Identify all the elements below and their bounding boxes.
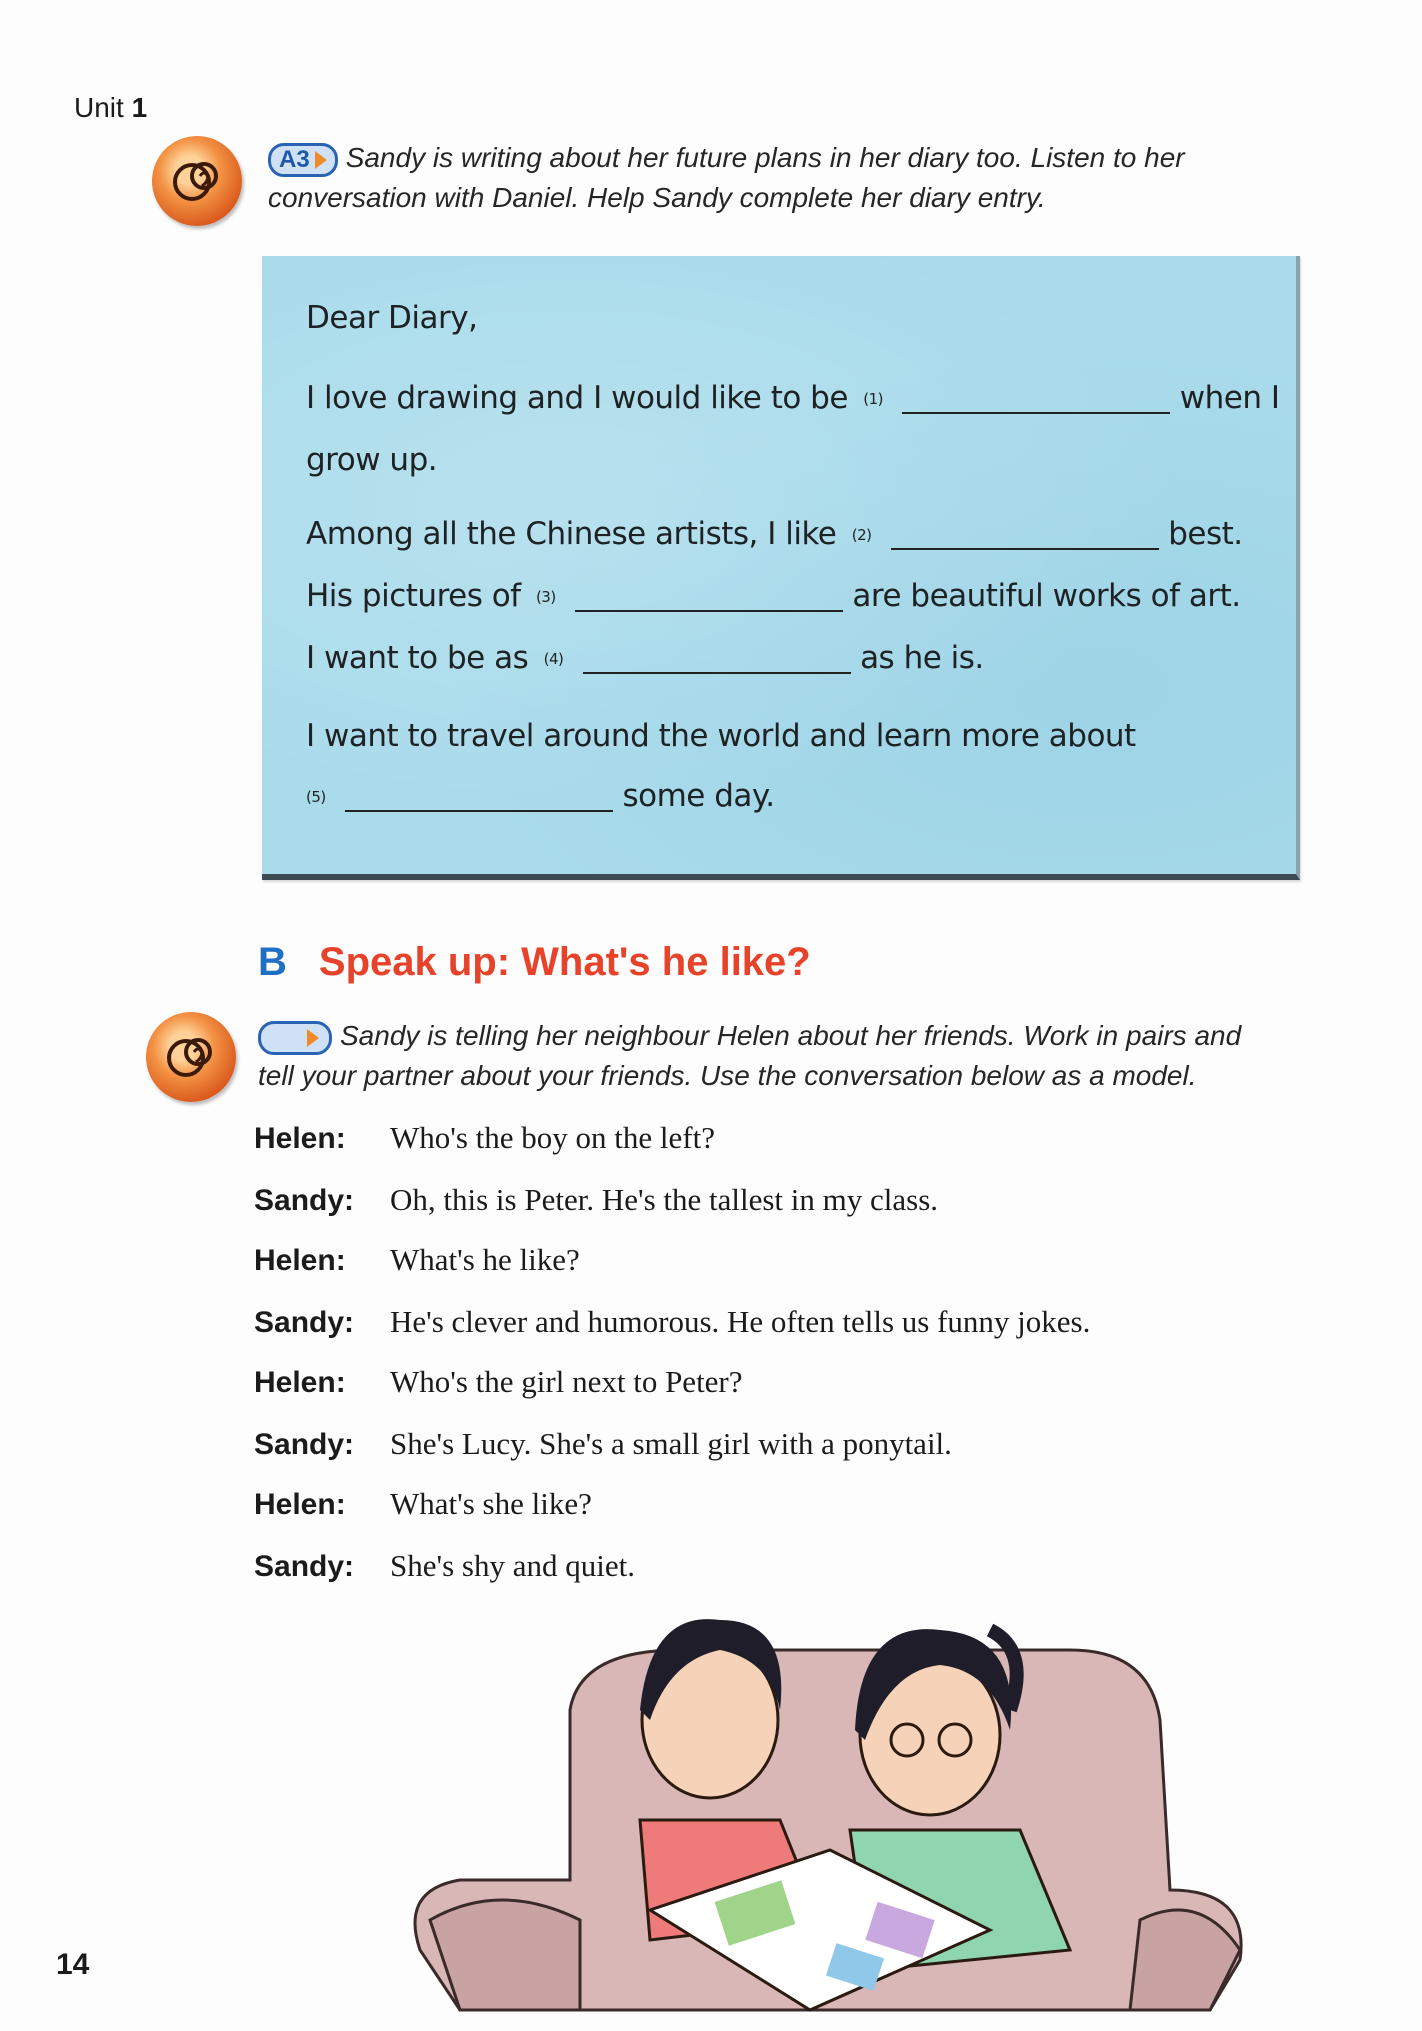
audio-track-a3-button[interactable]: A3 (268, 143, 338, 177)
a3-instruction: A3 Sandy is writing about her future plans in her diary too. Listen to her conversation with Daniel. Help Sandy complete her diary entry. (268, 142, 1185, 213)
speaker-name: Sandy: (254, 1184, 355, 1217)
blank-4-field[interactable] (583, 672, 851, 674)
dialogue-row (254, 1548, 635, 1584)
blank-5-field[interactable] (345, 810, 613, 812)
dialogue-line: Who's the boy on the left? (390, 1120, 715, 1155)
speaker-name: Helen: (254, 1488, 346, 1521)
speaker-name: Sandy: (254, 1550, 355, 1583)
dialogue-line: Oh, this is Peter. He's the tallest in my class. (390, 1182, 939, 1217)
diary-greeting: Dear Diary, (306, 300, 478, 336)
page-number: 14 (56, 1948, 90, 1981)
dialogue-row (254, 1426, 952, 1462)
speaker-name: Helen: (254, 1122, 346, 1155)
speaker-name: Helen: (254, 1244, 346, 1277)
dialogue-row (254, 1364, 743, 1400)
speaker-name: Sandy: (254, 1306, 355, 1339)
diary-line-3: His pictures of (3) are beautiful works of art. (306, 578, 1241, 614)
dialogue-line: What's she like? (390, 1486, 592, 1521)
diary-line-2: Among all the Chinese artists, I like (2) best. (306, 516, 1243, 552)
dialogue-row (254, 1242, 580, 1278)
dialogue-line: Who's the girl next to Peter? (390, 1364, 743, 1399)
diary-line-4: I want to be as (4) as he is. (306, 640, 984, 676)
diary-line-5-continued: (5) some day. (306, 778, 775, 814)
speaker-name: Helen: (254, 1366, 346, 1399)
dialogue-row (254, 1486, 592, 1522)
blank-1-field[interactable] (902, 412, 1170, 414)
illustration-girls-on-sofa (350, 1590, 1270, 2030)
audio-track-b-button[interactable] (258, 1021, 332, 1055)
diary-line-5: I want to travel around the world and learn more about (306, 718, 1136, 754)
diary-line-1-continued: grow up. (306, 442, 438, 478)
dialogue-row (254, 1182, 938, 1218)
speaker-name: Sandy: (254, 1428, 355, 1461)
dialogue-line: What's he like? (390, 1242, 580, 1277)
blank-2-field[interactable] (891, 548, 1159, 550)
dialogue-line: She's shy and quiet. (390, 1548, 635, 1583)
dialogue-row (254, 1304, 1090, 1340)
play-triangle-icon (307, 1029, 319, 1047)
blank-3-field[interactable] (575, 610, 843, 612)
b-instruction: Sandy is telling her neighbour Helen about her friends. Work in pairs and tell your partner about your friends. Use the conversation below as a model. (258, 1020, 1242, 1091)
dialogue-line: He's clever and humorous. He often tells us funny jokes. (390, 1304, 1091, 1339)
dialogue-line: She's Lucy. She's a small girl with a ponytail. (390, 1426, 952, 1461)
play-triangle-icon (315, 151, 327, 169)
unit-label: Unit 1 (74, 92, 148, 123)
speaking-icon (146, 1012, 236, 1102)
dialogue-row (254, 1120, 715, 1156)
section-b-heading: B Speak up: What's he like? (258, 940, 811, 984)
diary-line-1: I love drawing and I would like to be (1) when I (306, 380, 1280, 416)
unit-number: 1 (131, 92, 148, 123)
listening-ear-icon (152, 136, 242, 226)
